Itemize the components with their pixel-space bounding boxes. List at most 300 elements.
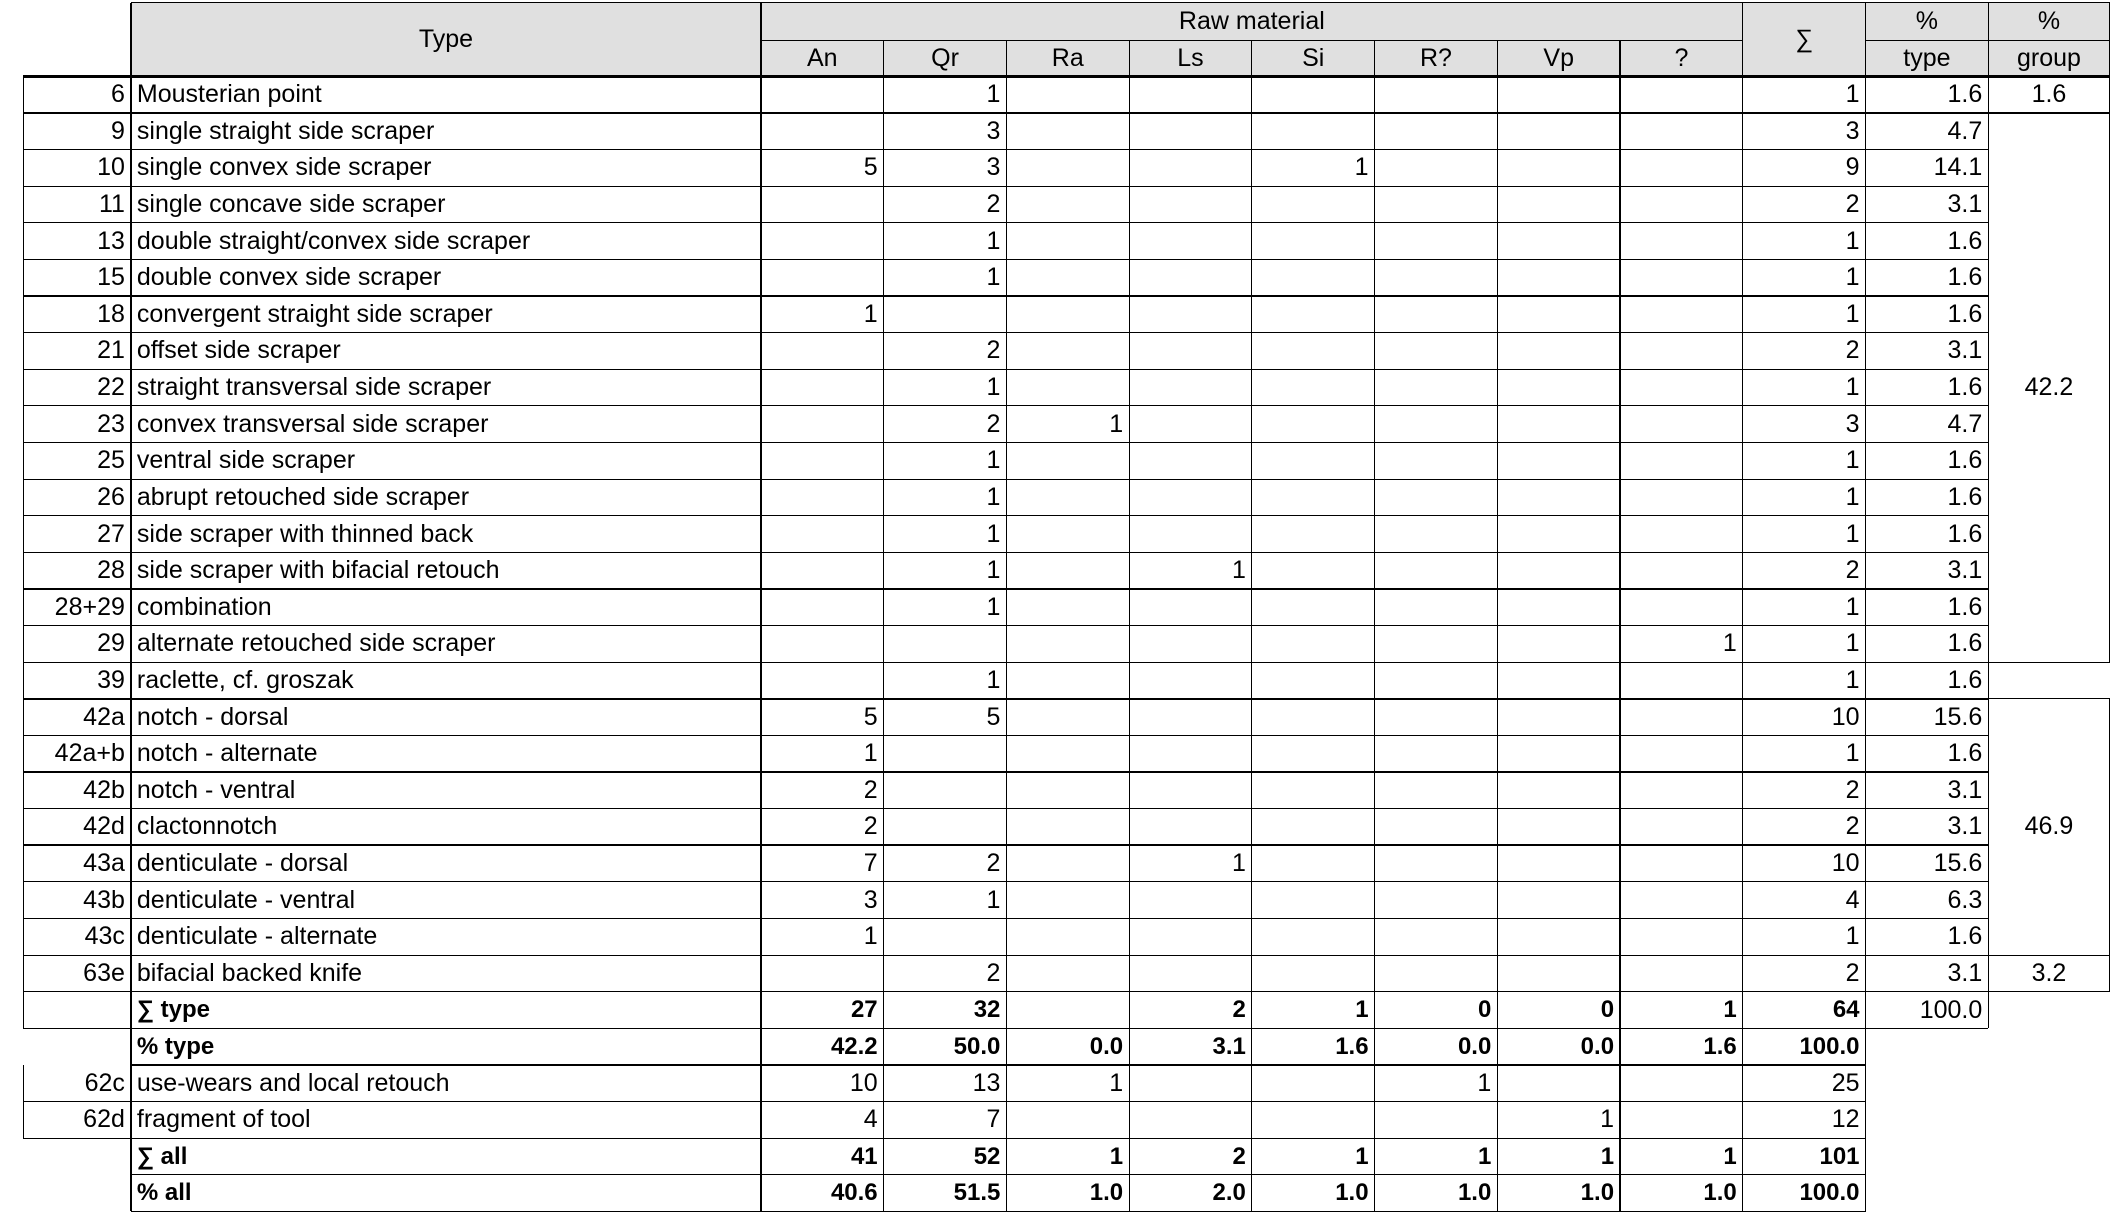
row-sum: 2	[1845, 775, 1860, 804]
material-count: 1	[986, 519, 1001, 548]
material-count	[1129, 223, 1252, 260]
material-count: 1	[1354, 153, 1369, 182]
material-count	[1497, 150, 1620, 187]
material-count	[1129, 919, 1252, 956]
grid-line	[1865, 1065, 1866, 1102]
material-count	[1375, 1102, 1498, 1139]
material-count: 1.0	[1703, 1179, 1737, 1207]
type-name: single concave side scraper	[136, 190, 446, 218]
material-count	[1497, 589, 1620, 626]
material-count: 1	[1109, 1068, 1124, 1097]
material-count	[1497, 626, 1620, 663]
type-number: 11	[98, 190, 125, 218]
material-count	[1006, 296, 1129, 333]
grid-line	[883, 41, 884, 76]
material-count	[1006, 699, 1129, 736]
grid-line	[1742, 992, 1743, 1029]
material-count	[1497, 699, 1620, 736]
material-count: 1	[1477, 1068, 1492, 1097]
grid-line	[1251, 76, 1252, 991]
material-count	[1252, 443, 1375, 480]
type-name: convergent straight side scraper	[136, 299, 493, 328]
type-number: 43c	[84, 922, 125, 951]
grid-line	[1619, 1138, 1620, 1175]
group-pct: 1.6	[2031, 80, 2067, 109]
row-pct-type: 1.6	[1947, 263, 1983, 292]
grid-line	[1988, 991, 2109, 992]
grid-line	[1006, 41, 1007, 76]
material-count	[1620, 150, 1743, 187]
type-name: single straight side scraper	[136, 116, 435, 145]
material-count	[1497, 479, 1620, 516]
type-name: use-wears and local retouch	[136, 1068, 450, 1097]
header-material-5: Si	[1252, 41, 1375, 76]
material-count: 1	[1231, 556, 1246, 585]
row-sum: 1	[1845, 373, 1860, 402]
material-count: 41	[850, 1142, 878, 1170]
grid-line	[1251, 1065, 1252, 1102]
type-number: 15	[97, 263, 125, 292]
type-name: straight transversal side scraper	[136, 373, 492, 402]
material-count	[1129, 479, 1252, 516]
grid-line	[1865, 76, 1866, 991]
material-count	[1620, 699, 1743, 736]
material-count	[1129, 406, 1252, 443]
type-number: 18	[97, 299, 125, 328]
material-count	[884, 735, 1007, 772]
material-count	[1252, 186, 1375, 223]
grid-line	[130, 992, 131, 1029]
material-count	[1497, 113, 1620, 150]
material-count: 1	[1722, 629, 1737, 658]
material-count	[1252, 1102, 1375, 1139]
row-pct-type: 6.3	[1947, 885, 1983, 914]
material-count	[1620, 443, 1743, 480]
grid-line	[23, 992, 24, 1029]
grid-line	[1988, 3, 1989, 77]
type-name: combination	[136, 592, 272, 621]
row-pct-type: 1.6	[1947, 299, 1983, 328]
type-number: 23	[97, 409, 125, 438]
grid-line	[760, 76, 761, 991]
grid-line	[760, 1065, 761, 1102]
material-count	[1375, 919, 1498, 956]
row-pct-type: 1.6	[1947, 446, 1983, 475]
type-number: 29	[97, 629, 125, 658]
row-sum: 10	[1831, 849, 1860, 878]
grid-line	[1006, 76, 1007, 991]
row-pct-type: 3.1	[1947, 775, 1983, 804]
grid-line	[1374, 1102, 1375, 1139]
grid-line	[1865, 1102, 1866, 1139]
grid-line	[1742, 3, 1743, 77]
material-count	[1252, 809, 1375, 846]
material-count	[1375, 845, 1498, 882]
material-count	[1375, 809, 1498, 846]
material-count: 1	[1600, 1142, 1615, 1170]
material-count	[1620, 955, 1743, 992]
material-count: 1	[986, 556, 1001, 585]
material-count: 50.0	[953, 1032, 1001, 1060]
grid-line	[1497, 1138, 1498, 1175]
material-count	[1129, 955, 1252, 992]
material-count	[1129, 296, 1252, 333]
material-count	[1620, 516, 1743, 553]
material-count	[1129, 150, 1252, 187]
material-count	[1375, 150, 1498, 187]
material-count: 1.0	[1457, 1179, 1492, 1207]
material-count: 1	[1109, 409, 1124, 438]
row-pct-type: 3.1	[1947, 556, 1983, 585]
material-count	[1620, 845, 1743, 882]
material-count	[1129, 186, 1252, 223]
material-count	[1497, 845, 1620, 882]
material-count	[1497, 516, 1620, 553]
material-count	[1252, 1065, 1375, 1102]
material-count	[1129, 443, 1252, 480]
material-count	[1497, 809, 1620, 846]
row-sum: 2	[1845, 556, 1860, 585]
row-sum: 1	[1845, 446, 1860, 475]
material-count: 1	[986, 885, 1001, 914]
material-count	[1620, 662, 1743, 699]
grid-line	[760, 1138, 761, 1175]
material-count: 52	[973, 1142, 1001, 1170]
material-count: 2	[986, 958, 1001, 987]
type-name: single convex side scraper	[136, 153, 432, 182]
row-pct-type: 15.6	[1933, 702, 1983, 731]
material-count	[1006, 333, 1129, 370]
row-pct-type: 15.6	[1933, 849, 1983, 878]
material-count	[1375, 516, 1498, 553]
material-count: 0.0	[1089, 1032, 1124, 1060]
material-count	[1252, 516, 1375, 553]
material-count	[761, 443, 884, 480]
material-count	[1620, 76, 1743, 113]
material-count	[1006, 992, 1129, 1029]
type-name: clactonnotch	[136, 812, 278, 841]
grid-line	[1374, 1028, 1375, 1065]
type-name: denticulate - dorsal	[136, 849, 349, 878]
material-count: 27	[850, 996, 878, 1024]
grid-line	[1374, 992, 1375, 1029]
grid-line	[1497, 41, 1498, 76]
row-pct-type: 1.6	[1947, 666, 1983, 694]
grid-line	[130, 3, 131, 77]
material-count: 10	[849, 1068, 878, 1097]
grid-line	[1497, 76, 1498, 991]
type-number: 42b	[83, 775, 125, 804]
material-count	[761, 223, 884, 260]
material-count: 4	[863, 1105, 878, 1134]
grid-line	[1619, 76, 1620, 991]
grid-line	[130, 1028, 131, 1065]
material-count: 1.6	[1703, 1032, 1737, 1060]
type-name: ventral side scraper	[136, 446, 356, 475]
material-count	[1375, 333, 1498, 370]
row-sum: 3	[1845, 409, 1860, 438]
material-count: 42.2	[830, 1032, 878, 1060]
material-count	[1129, 882, 1252, 919]
grid-line	[131, 2, 2110, 3]
type-name: offset side scraper	[136, 336, 341, 365]
header-material-7: Vp	[1497, 41, 1620, 76]
row-sum: 64	[1832, 996, 1860, 1024]
row-pct-type: 1.6	[1947, 519, 1983, 548]
material-count	[1375, 406, 1498, 443]
type-name: denticulate - alternate	[136, 922, 378, 951]
material-count	[1006, 479, 1129, 516]
grid-line	[1129, 1138, 1130, 1175]
grid-line	[1497, 1065, 1498, 1102]
material-count	[1620, 259, 1743, 296]
grid-line	[1988, 992, 1989, 1029]
material-count: 7	[863, 849, 878, 878]
grid-line	[130, 76, 131, 991]
row-sum: 1	[1845, 666, 1860, 694]
material-count	[884, 919, 1007, 956]
header-material-2: Qr	[884, 41, 1007, 76]
material-count	[1620, 552, 1743, 589]
row-pct-type: 1.6	[1947, 373, 1983, 402]
material-count: 2	[986, 409, 1001, 438]
material-count: 5	[863, 153, 878, 182]
material-count	[884, 626, 1007, 663]
material-count: 1	[1355, 1142, 1369, 1170]
material-count	[1375, 589, 1498, 626]
row-sum: 2	[1845, 812, 1860, 841]
material-count	[1375, 552, 1498, 589]
material-count	[1006, 809, 1129, 846]
material-count: 2.0	[1212, 1179, 1246, 1207]
material-count	[1252, 845, 1375, 882]
type-name: ∑ type	[136, 996, 211, 1024]
grid-line	[760, 3, 761, 77]
material-count: 2	[986, 849, 1001, 878]
material-count	[761, 113, 884, 150]
row-pct-type: 3.1	[1947, 190, 1983, 218]
material-count	[1620, 882, 1743, 919]
material-count: 5	[863, 702, 878, 731]
grid-line	[130, 1065, 131, 1102]
type-name: % all	[136, 1179, 192, 1207]
material-count	[1252, 259, 1375, 296]
material-count: 1	[1355, 996, 1369, 1024]
header-material-8: ?	[1620, 41, 1743, 76]
row-sum: 1	[1845, 263, 1860, 292]
material-count	[1497, 186, 1620, 223]
material-count	[1129, 699, 1252, 736]
material-count	[1375, 955, 1498, 992]
material-count	[1497, 955, 1620, 992]
material-count	[1497, 443, 1620, 480]
type-number: 42d	[83, 812, 125, 841]
material-count: 1	[986, 446, 1001, 475]
header-material-4: Ls	[1129, 41, 1252, 76]
material-count: 2	[863, 775, 878, 804]
material-count	[1497, 406, 1620, 443]
type-name: notch - dorsal	[136, 702, 289, 731]
material-count	[884, 809, 1007, 846]
grid-line	[1251, 1138, 1252, 1175]
material-count: 1	[986, 666, 1001, 694]
material-count	[1006, 552, 1129, 589]
grid-line	[1129, 992, 1130, 1029]
material-count: 2	[986, 190, 1001, 218]
material-count	[1620, 1065, 1743, 1102]
material-count	[1129, 662, 1252, 699]
material-count	[1252, 919, 1375, 956]
type-number: 6	[110, 80, 125, 109]
material-count	[1252, 296, 1375, 333]
grid-line	[23, 76, 24, 991]
material-count	[1006, 443, 1129, 480]
material-count	[1497, 772, 1620, 809]
type-name: raclette, cf. groszak	[136, 666, 354, 694]
row-pct-type: 1.6	[1947, 226, 1983, 255]
material-count	[1006, 150, 1129, 187]
material-count: 1	[863, 922, 878, 951]
material-count: 1.6	[1335, 1032, 1369, 1060]
material-count	[1252, 699, 1375, 736]
material-count	[1006, 882, 1129, 919]
row-pct-type: 1.6	[1947, 739, 1983, 768]
grid-line	[1374, 41, 1375, 76]
type-number: 62d	[83, 1105, 125, 1134]
material-count	[761, 626, 884, 663]
material-count	[1497, 1065, 1620, 1102]
material-count: 5	[986, 702, 1001, 731]
material-count	[1129, 626, 1252, 663]
row-sum: 9	[1845, 153, 1860, 182]
material-count	[1252, 479, 1375, 516]
grid-line	[1865, 3, 1866, 77]
material-count	[1006, 259, 1129, 296]
material-count	[1129, 772, 1252, 809]
material-count: 1	[986, 592, 1001, 621]
grid-line	[1988, 698, 2109, 699]
material-count	[1375, 772, 1498, 809]
material-count	[1620, 333, 1743, 370]
material-count	[761, 186, 884, 223]
material-count	[1006, 845, 1129, 882]
type-number: 10	[97, 153, 125, 182]
material-count	[1006, 589, 1129, 626]
material-count	[1252, 223, 1375, 260]
grid-line	[130, 1138, 131, 1175]
grid-line	[1129, 1102, 1130, 1139]
row-sum: 1	[1845, 739, 1860, 768]
material-count	[1252, 626, 1375, 663]
material-count: 0.0	[1580, 1032, 1615, 1060]
group-pct: 3.2	[2031, 958, 2067, 987]
row-pct-type: 3.1	[1947, 336, 1983, 365]
group-pct: 46.9	[2024, 812, 2074, 841]
grid-line	[1006, 992, 1007, 1029]
type-name: denticulate - ventral	[136, 885, 356, 914]
material-count	[1252, 589, 1375, 626]
material-count	[1497, 333, 1620, 370]
grid-line	[1865, 1138, 1866, 1175]
material-count	[761, 516, 884, 553]
material-count: 40.6	[830, 1179, 878, 1207]
grid-line	[1865, 992, 1866, 1029]
grid-line	[1988, 662, 2109, 663]
type-name: notch - alternate	[136, 739, 318, 768]
row-sum: 1	[1845, 226, 1860, 255]
header-pct-type-symbol: %	[1866, 3, 1989, 41]
material-count: 1	[1723, 996, 1737, 1024]
row-sum: 1	[1845, 482, 1860, 511]
material-count	[1129, 735, 1252, 772]
material-count: 1	[863, 739, 878, 768]
material-count	[761, 333, 884, 370]
grid-line	[1619, 1028, 1620, 1065]
material-count	[761, 406, 884, 443]
grid-line	[1619, 1065, 1620, 1102]
material-count	[761, 589, 884, 626]
material-count	[1620, 919, 1743, 956]
material-count	[1252, 955, 1375, 992]
type-name: fragment of tool	[136, 1105, 311, 1134]
grid-line	[1251, 41, 1252, 76]
type-number: 43a	[83, 849, 125, 878]
row-sum: 1	[1845, 592, 1860, 621]
material-count: 0	[1477, 996, 1492, 1024]
grid-line	[760, 1102, 761, 1139]
material-count: 1	[1600, 1105, 1615, 1134]
row-sum: 4	[1845, 885, 1860, 914]
grid-line	[1865, 1028, 1866, 1065]
material-count: 1	[1723, 1142, 1737, 1170]
grid-line	[1619, 992, 1620, 1029]
material-count	[1006, 516, 1129, 553]
material-count: 7	[986, 1105, 1001, 1134]
material-count	[1006, 186, 1129, 223]
material-count: 3	[863, 885, 878, 914]
material-count	[1620, 113, 1743, 150]
material-count	[1620, 479, 1743, 516]
material-count	[1129, 589, 1252, 626]
grid-line	[23, 1102, 24, 1139]
type-number: 25	[97, 446, 125, 475]
type-name: side scraper with thinned back	[136, 519, 474, 548]
material-count: 32	[973, 996, 1001, 1024]
material-count	[1375, 699, 1498, 736]
row-sum: 100.0	[1799, 1179, 1860, 1207]
row-sum: 25	[1831, 1068, 1860, 1097]
material-count	[1620, 809, 1743, 846]
material-count	[884, 772, 1007, 809]
type-name: double convex side scraper	[136, 263, 442, 292]
type-name: ∑ all	[136, 1142, 188, 1170]
material-count	[1620, 1102, 1743, 1139]
grid-line	[1374, 1065, 1375, 1102]
type-number: 26	[97, 482, 125, 511]
material-count	[1620, 223, 1743, 260]
material-count	[1129, 516, 1252, 553]
material-count: 2	[1232, 996, 1246, 1024]
material-count	[1252, 333, 1375, 370]
type-name: % type	[136, 1032, 215, 1060]
material-count: 1	[986, 226, 1001, 255]
material-count: 3	[986, 116, 1001, 145]
material-count	[1129, 369, 1252, 406]
row-sum: 3	[1845, 116, 1860, 145]
material-count	[1006, 76, 1129, 113]
row-pct-type: 1.6	[1947, 80, 1983, 109]
material-count: 3	[986, 153, 1001, 182]
